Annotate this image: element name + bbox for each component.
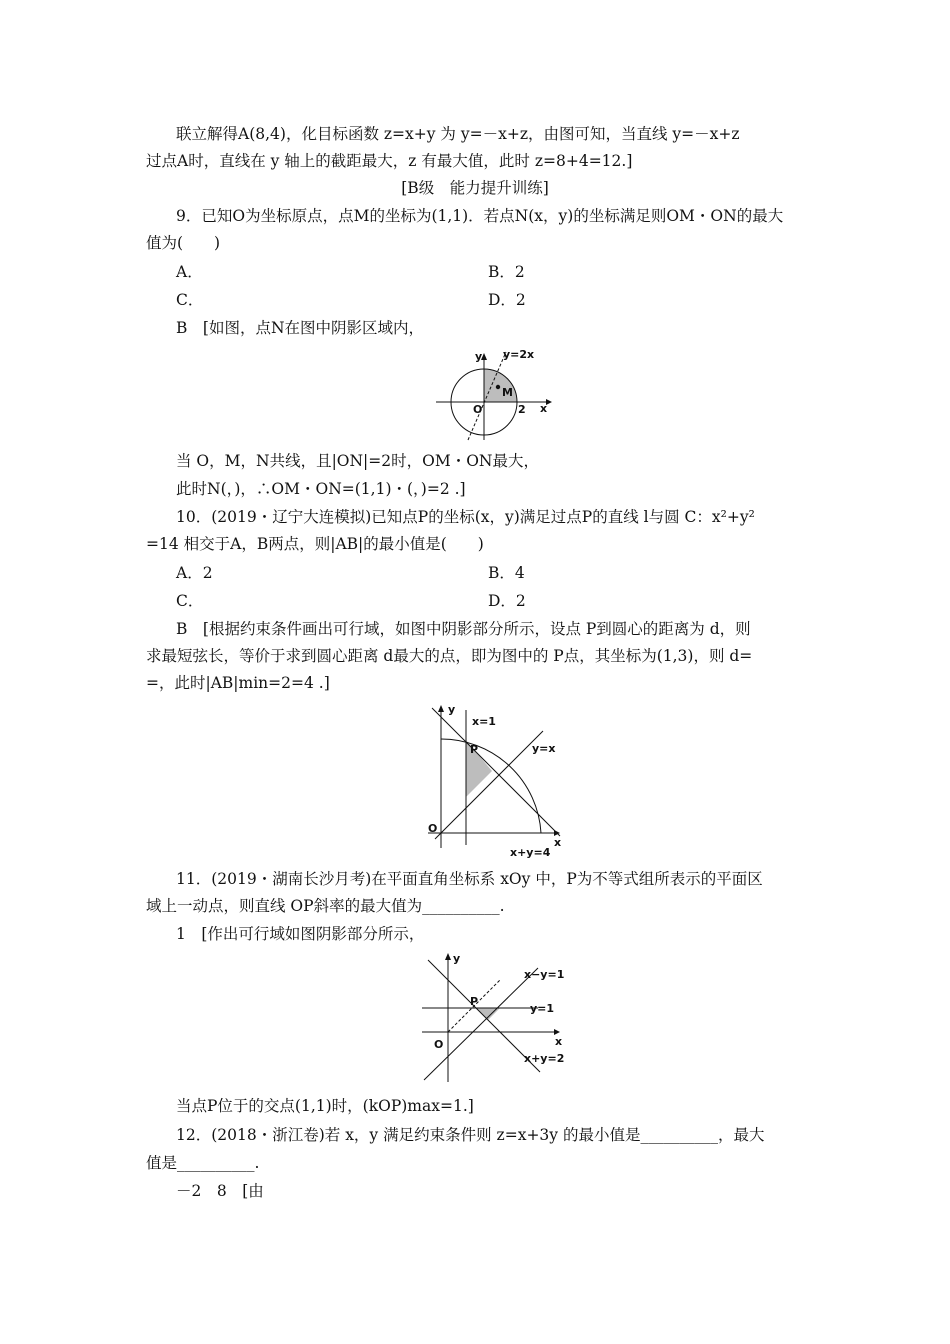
origin-label: O — [428, 822, 438, 835]
question-10-stem: =14 相交于A，B两点，则|AB|的最小值是( ) — [146, 535, 484, 553]
question-9-stem: 值为( ) — [146, 234, 221, 252]
figure-circle-shaded-sector — [432, 346, 552, 442]
figure-triangular-feasible-region — [418, 950, 568, 1090]
option-b: B．2 — [488, 263, 525, 281]
figure-quarter-circle-feasible-region — [420, 700, 570, 860]
line-label: x−y=1 — [524, 968, 565, 981]
answer-10: B [根据约束条件画出可行域，如图中阴影部分所示，设点 P到圆心的距离为 d，则 — [176, 620, 751, 638]
line-label: x=1 — [472, 715, 496, 728]
question-12-stem: 12．(2018・浙江卷)若 x，y 满足约束条件则 z=x+3y 的最小值是__________，最大 — [176, 1126, 765, 1144]
question-11-stem: 域上一动点，则直线 OP斜率的最大值为__________. — [146, 897, 505, 915]
y-axis-label: y — [448, 703, 456, 716]
line-label: x+y=4 — [510, 846, 551, 859]
line-label: y=x — [532, 742, 556, 755]
line-label: x+y=2 — [524, 1052, 565, 1065]
option-b: B．4 — [488, 564, 525, 582]
answer-9: 此时N(，)，∴OM・ON=(1,1)・(，)=2 .] — [176, 480, 466, 498]
answer-10: 求最短弦长，等价于求到圆心距离 d最大的点，即为图中的 P点，其坐标为(1,3)，则 d= — [146, 647, 753, 665]
question-11-stem: 11．(2019・湖南长沙月考)在平面直角坐标系 xOy 中，P为不等式组所表示的平面区 — [176, 870, 763, 888]
x-axis-label: x — [540, 402, 548, 415]
origin-label: O — [434, 1038, 444, 1051]
point-p-label: P — [470, 743, 479, 756]
origin-label: O — [473, 403, 483, 416]
answer-9: 当 O，M，N共线，且|ON|=2时，OM・ON最大， — [176, 452, 539, 470]
question-12-stem: 值是__________. — [146, 1154, 260, 1172]
option-d: D．2 — [488, 291, 526, 309]
radius-label: 2 — [518, 403, 526, 416]
y-axis-label: y — [475, 350, 483, 363]
answer-10: =，此时|AB|min=2=4 .] — [146, 674, 330, 692]
line-label: y=1 — [530, 1002, 555, 1015]
answer-9: B [如图，点N在图中阴影区域内， — [176, 319, 425, 337]
option-c: C． — [176, 592, 204, 610]
option-a: A．2 — [176, 564, 213, 582]
option-c: C． — [176, 291, 204, 309]
section-heading: [B级 能力提升训练] — [401, 179, 549, 197]
question-10-stem: 10．(2019・辽宁大连模拟)已知点P的坐标(x，y)满足过点P的直线 l与圆 C：x²+y² — [176, 508, 755, 526]
option-a: A． — [176, 263, 203, 281]
answer-11: 1 [作出可行域如图阴影部分所示， — [176, 925, 425, 943]
text-line: 联立解得A(8,4)，化目标函数 z=x+y 为 y=－x+z，由图可知，当直线 y=－x+z — [176, 125, 740, 143]
point-p-label: P — [470, 995, 479, 1008]
line-label: y=2x — [503, 348, 535, 361]
answer-12: －2 8 [由 — [176, 1182, 264, 1200]
answer-11: 当点P位于的交点(1,1)时，(kOP)max=1.] — [176, 1097, 474, 1115]
text-line: 过点A时，直线在 y 轴上的截距最大，z 有最大值，此时 z=8+4=12.] — [146, 152, 633, 170]
option-d: D．2 — [488, 592, 526, 610]
x-axis-label: x — [555, 1035, 563, 1048]
y-axis-label: y — [453, 952, 461, 965]
point-m-label: M — [502, 386, 513, 399]
question-9-stem: 9．已知O为坐标原点，点M的坐标为(1,1)．若点N(x，y)的坐标满足则OM・ON的最大 — [176, 207, 784, 225]
x-axis-label: x — [554, 836, 562, 849]
